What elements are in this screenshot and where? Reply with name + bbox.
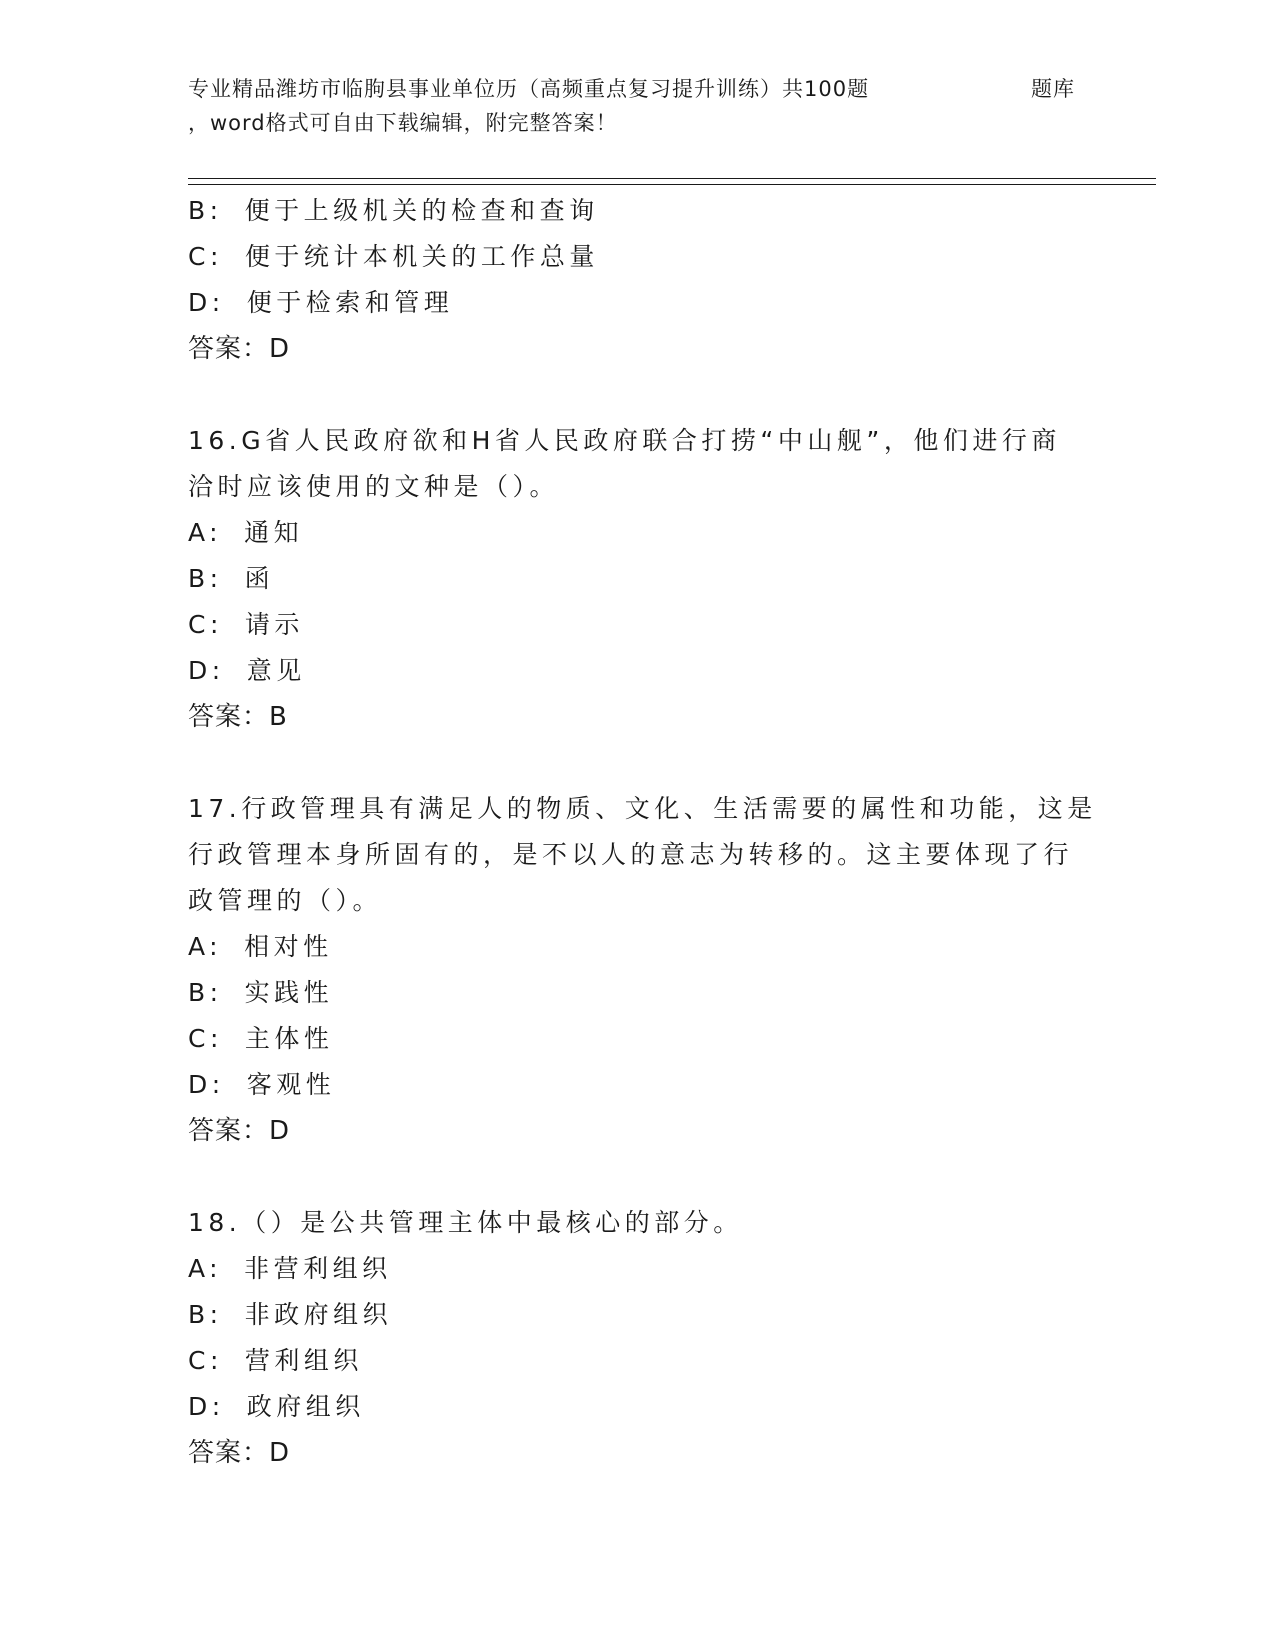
option-b: B: 非政府组织 — [188, 1300, 393, 1329]
option-d: D: 政府组织 — [188, 1392, 365, 1421]
answer-value: B — [269, 702, 287, 732]
option-a: A: 通知 — [188, 518, 304, 547]
question-18 — [188, 1200, 1088, 1476]
option-a: A: 相对性 — [188, 932, 333, 961]
option-b: B: 实践性 — [188, 978, 334, 1007]
question-16 — [188, 418, 1088, 740]
question-text-line: 行政管理本身所固有的，是不以人的意志为转移的。这主要体现了行 — [188, 840, 1074, 869]
option-c: C: 便于统计本机关的工作总量 — [188, 242, 599, 271]
question-17 — [188, 786, 1097, 1154]
answer-line: 答案：D — [188, 334, 290, 364]
question-text-line: 洽时应该使用的文种是（）。 — [188, 472, 560, 501]
header-divider — [188, 178, 1156, 185]
page-header — [188, 72, 1148, 140]
question-text-line: 17.行政管理具有满足人的物质、文化、生活需要的属性和功能，这是 — [188, 794, 1097, 823]
answer-line: 答案：D — [188, 1438, 290, 1468]
header-title: 专业精品潍坊市临朐县事业单位历（高频重点复习提升训练）共100题 — [188, 77, 870, 101]
header-subtitle-line — [188, 106, 1148, 140]
option-a: A: 非营利组织 — [188, 1254, 392, 1283]
answer-value: D — [269, 1116, 290, 1146]
spacer — [188, 740, 1088, 786]
header-tag: 题库 — [1031, 77, 1075, 101]
option-b: B: 便于上级机关的检查和查询 — [188, 196, 599, 225]
spacer — [188, 372, 1088, 418]
option-c: C: 主体性 — [188, 1024, 334, 1053]
option-c: C: 请示 — [188, 610, 304, 639]
answer-line: 答案：D — [188, 1116, 290, 1146]
header-title-line — [188, 72, 1148, 106]
header-subtitle: ，word格式可自由下载编辑，附完整答案！ — [188, 111, 618, 135]
option-d: D: 意见 — [188, 656, 306, 685]
question-content — [188, 188, 1097, 1476]
option-b: B: 函 — [188, 564, 275, 593]
question-text-line: 18.（）是公共管理主体中最核心的部分。 — [188, 1208, 743, 1237]
answer-line: 答案：B — [188, 702, 287, 732]
answer-value: D — [269, 334, 290, 364]
option-c: C: 营利组织 — [188, 1346, 363, 1375]
question-text-line: 16.G省人民政府欲和H省人民政府联合打捞“中山舰”，他们进行商 — [188, 426, 1061, 455]
option-d: D: 便于检索和管理 — [188, 288, 454, 317]
option-d: D: 客观性 — [188, 1070, 336, 1099]
spacer — [188, 1154, 1088, 1200]
question-15 — [188, 188, 1088, 372]
question-text-line: 政管理的（）。 — [188, 886, 383, 915]
answer-value: D — [269, 1438, 290, 1468]
